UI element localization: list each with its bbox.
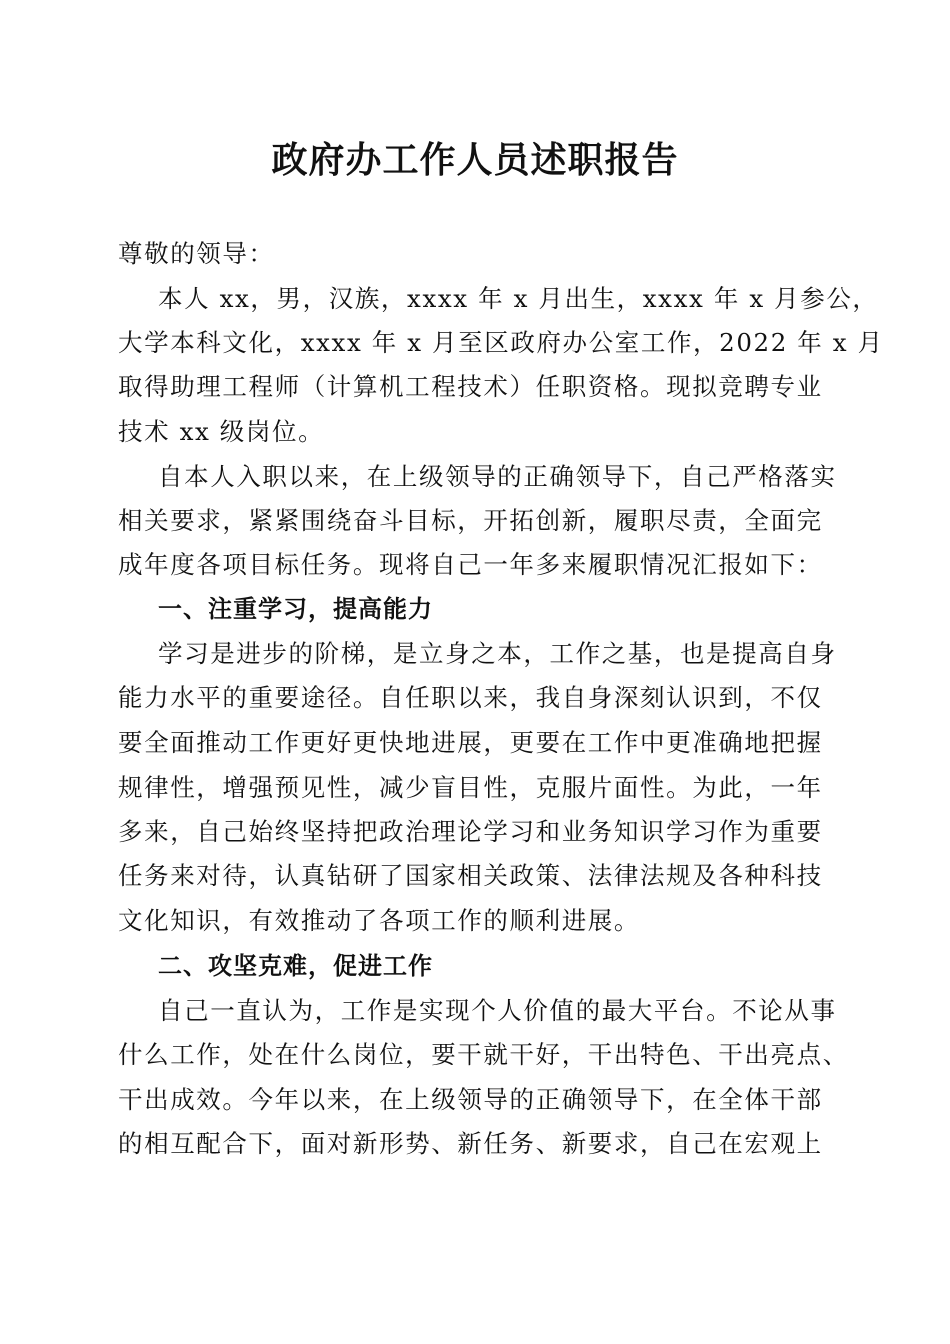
paragraph-line: 干出成效。今年以来，在上级领导的正确领导下，在全体干部 <box>118 1085 823 1114</box>
paragraph-line: 能力水平的重要途径。自任职以来，我自身深刻认识到，不仅 <box>118 683 823 712</box>
document-title: 政府办工作人员述职报告 <box>271 139 679 181</box>
paragraph-line: 要全面推动工作更好更快地进展，更要在工作中更准确地把握 <box>118 728 823 757</box>
paragraph-line: 自己一直认为，工作是实现个人价值的最大平台。不论从事 <box>158 996 837 1025</box>
paragraph-line: 取得助理工程师（计算机工程技术）任职资格。现拟竞聘专业 <box>118 372 823 401</box>
section-heading: 二、攻坚克难，促进工作 <box>158 952 433 980</box>
paragraph-line: 学习是进步的阶梯，是立身之本，工作之基，也是提高自身 <box>158 639 837 668</box>
paragraph-line: 任务来对待，认真钻研了国家相关政策、法律法规及各种科技 <box>118 861 823 890</box>
paragraph-line: 什么工作，处在什么岗位，要干就干好，干出特色、干出亮点、 <box>118 1040 849 1069</box>
paragraph-line: 多来，自己始终坚持把政治理论学习和业务知识学习作为重要 <box>118 817 823 846</box>
paragraph-line: 的相互配合下，面对新形势、新任务、新要求，自己在宏观上 <box>118 1129 823 1158</box>
paragraph-line: 大学本科文化，xxxx 年 x 月至区政府办公室工作，2022 年 x 月 <box>118 328 884 357</box>
paragraph-line: 相关要求，紧紧围绕奋斗目标，开拓创新，履职尽责，全面完 <box>118 506 823 535</box>
paragraph-line: 自本人入职以来，在上级领导的正确领导下，自己严格落实 <box>158 462 837 491</box>
salutation: 尊敬的领导： <box>118 239 275 268</box>
paragraph-line: 文化知识，有效推动了各项工作的顺利进展。 <box>118 906 640 935</box>
paragraph-line: 本人 xx，男，汉族，xxxx 年 x 月出生，xxxx 年 x 月参公， <box>158 284 879 313</box>
paragraph-line: 规律性，增强预见性，减少盲目性，克服片面性。为此，一年 <box>118 773 823 802</box>
paragraph-line: 成年度各项目标任务。现将自己一年多来履职情况汇报如下： <box>118 550 823 579</box>
paragraph-line: 技术 xx 级岗位。 <box>118 417 325 446</box>
section-heading: 一、注重学习，提高能力 <box>158 595 433 623</box>
